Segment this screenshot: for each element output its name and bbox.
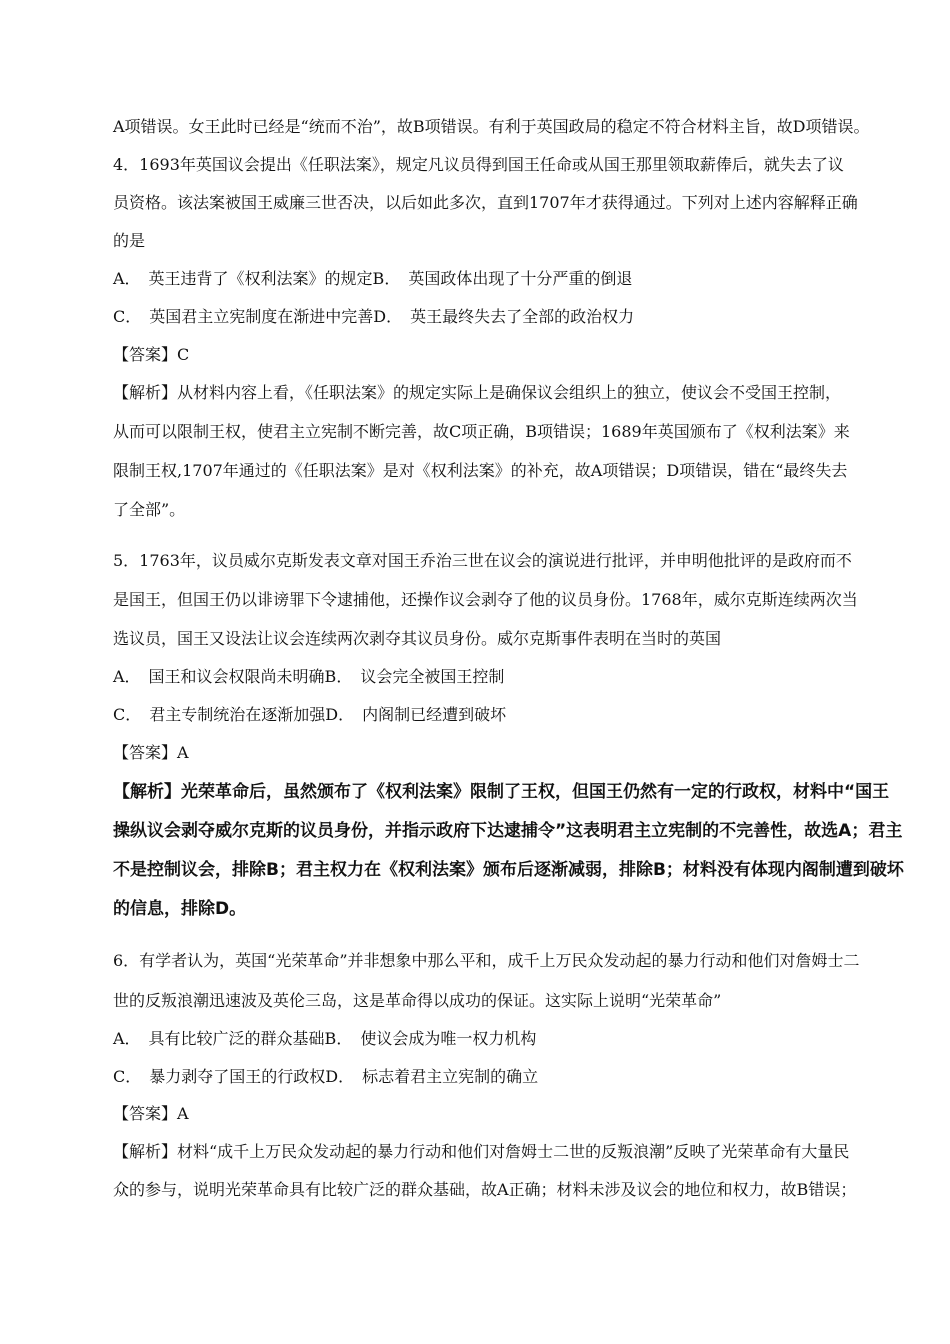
question-5-answer: 【答案】A bbox=[113, 743, 189, 762]
question-6-options: C． 暴力剥夺了国王的行政权D． 标志着君主立宪制的确立 bbox=[113, 1067, 539, 1086]
question-6-options: A． 具有比较广泛的群众基础B． 使议会成为唯一权力机构 bbox=[113, 1029, 537, 1048]
question-4-options: C． 英国君主立宪制度在渐进中完善D． 英王最终失去了全部的政治权力 bbox=[113, 307, 635, 326]
question-6-answer: 【答案】A bbox=[113, 1104, 189, 1123]
question-4-explanation: 从而可以限制王权，使君主立宪制不断完善，故C项正确，B项错误；1689年英国颁布了《权利法案》来 bbox=[113, 422, 850, 441]
question-5-explanation: 操纵议会剥夺威尔克斯的议员身份，并指示政府下达逮捕令”这表明君主立宪制的不完善性，故选A；君主 bbox=[113, 821, 903, 841]
question-5-stem: 是国王，但国王仍以诽谤罪下令逮捕他，还操作议会剥夺了他的议员身份。1768年，威尔克斯连续两次当 bbox=[113, 590, 858, 609]
question-5-stem: 选议员，国王又设法让议会连续两次剥夺其议员身份。威尔克斯事件表明在当时的英国 bbox=[113, 629, 722, 648]
question-4-explanation: 【解析】从材料内容上看，《任职法案》的规定实际上是确保议会组织上的独立，使议会不受国王控制， bbox=[113, 383, 842, 402]
question-6-explanation: 众的参与，说明光荣革命具有比较广泛的群众基础，故A正确；材料未涉及议会的地位和权力，故B错误； bbox=[113, 1180, 857, 1199]
question-4-options: A． 英王违背了《权利法案》的规定B． 英国政体出现了十分严重的倒退 bbox=[113, 269, 633, 288]
question-4-stem: 4．1693年英国议会提出《任职法案》，规定凡议员得到国王任命或从国王那里领取薪俸后，就失去了议 bbox=[113, 155, 844, 174]
question-5-options: A． 国王和议会权限尚未明确B． 议会完全被国王控制 bbox=[113, 667, 505, 686]
question-5-explanation: 【解析】光荣革命后，虽然颁布了《权利法案》限制了王权，但国王仍然有一定的行政权，材料中“国王 bbox=[113, 782, 890, 802]
question-6-stem: 6．有学者认为，英国“光荣革命”并非想象中那么平和，成千上万民众发动起的暴力行动和他们对詹姆士二 bbox=[113, 951, 860, 970]
question-5-options: C． 君主专制统治在逐渐加强D． 内阁制已经遭到破坏 bbox=[113, 705, 507, 724]
question-6-stem: 世的反叛浪潮迅速波及英伦三岛，这是革命得以成功的保证。这实际上说明“光荣革命” bbox=[113, 991, 722, 1010]
question-4-stem: 的是 bbox=[113, 231, 146, 250]
text-line: A项错误。女王此时已经是“统而不治”，故B项错误。有利于英国政局的稳定不符合材料主旨，故D项错误。 bbox=[113, 117, 870, 136]
question-4-answer: 【答案】C bbox=[113, 345, 190, 364]
question-5-explanation: 不是控制议会，排除B；君主权力在《权利法案》颁布后逐渐减弱，排除B；材料没有体现内阁制遭到破坏 bbox=[113, 860, 904, 880]
question-5-explanation: 的信息，排除D。 bbox=[113, 899, 247, 919]
question-6-explanation: 【解析】材料“成千上万民众发动起的暴力行动和他们对詹姆士二世的反叛浪潮”反映了光荣革命有大量民 bbox=[113, 1142, 850, 1161]
question-4-stem: 员资格。该法案被国王威廉三世否决，以后如此多次，直到1707年才获得通过。下列对上述内容解释正确 bbox=[113, 193, 858, 212]
question-4-explanation: 限制王权,1707年通过的《任职法案》是对《权利法案》的补充，故A项错误；D项错误，错在“最终失去 bbox=[113, 461, 848, 480]
question-4-explanation: 了全部”。 bbox=[113, 500, 186, 519]
question-5-stem: 5．1763年，议员威尔克斯发表文章对国王乔治三世在议会的演说进行批评，并申明他批评的是政府而不 bbox=[113, 551, 852, 570]
